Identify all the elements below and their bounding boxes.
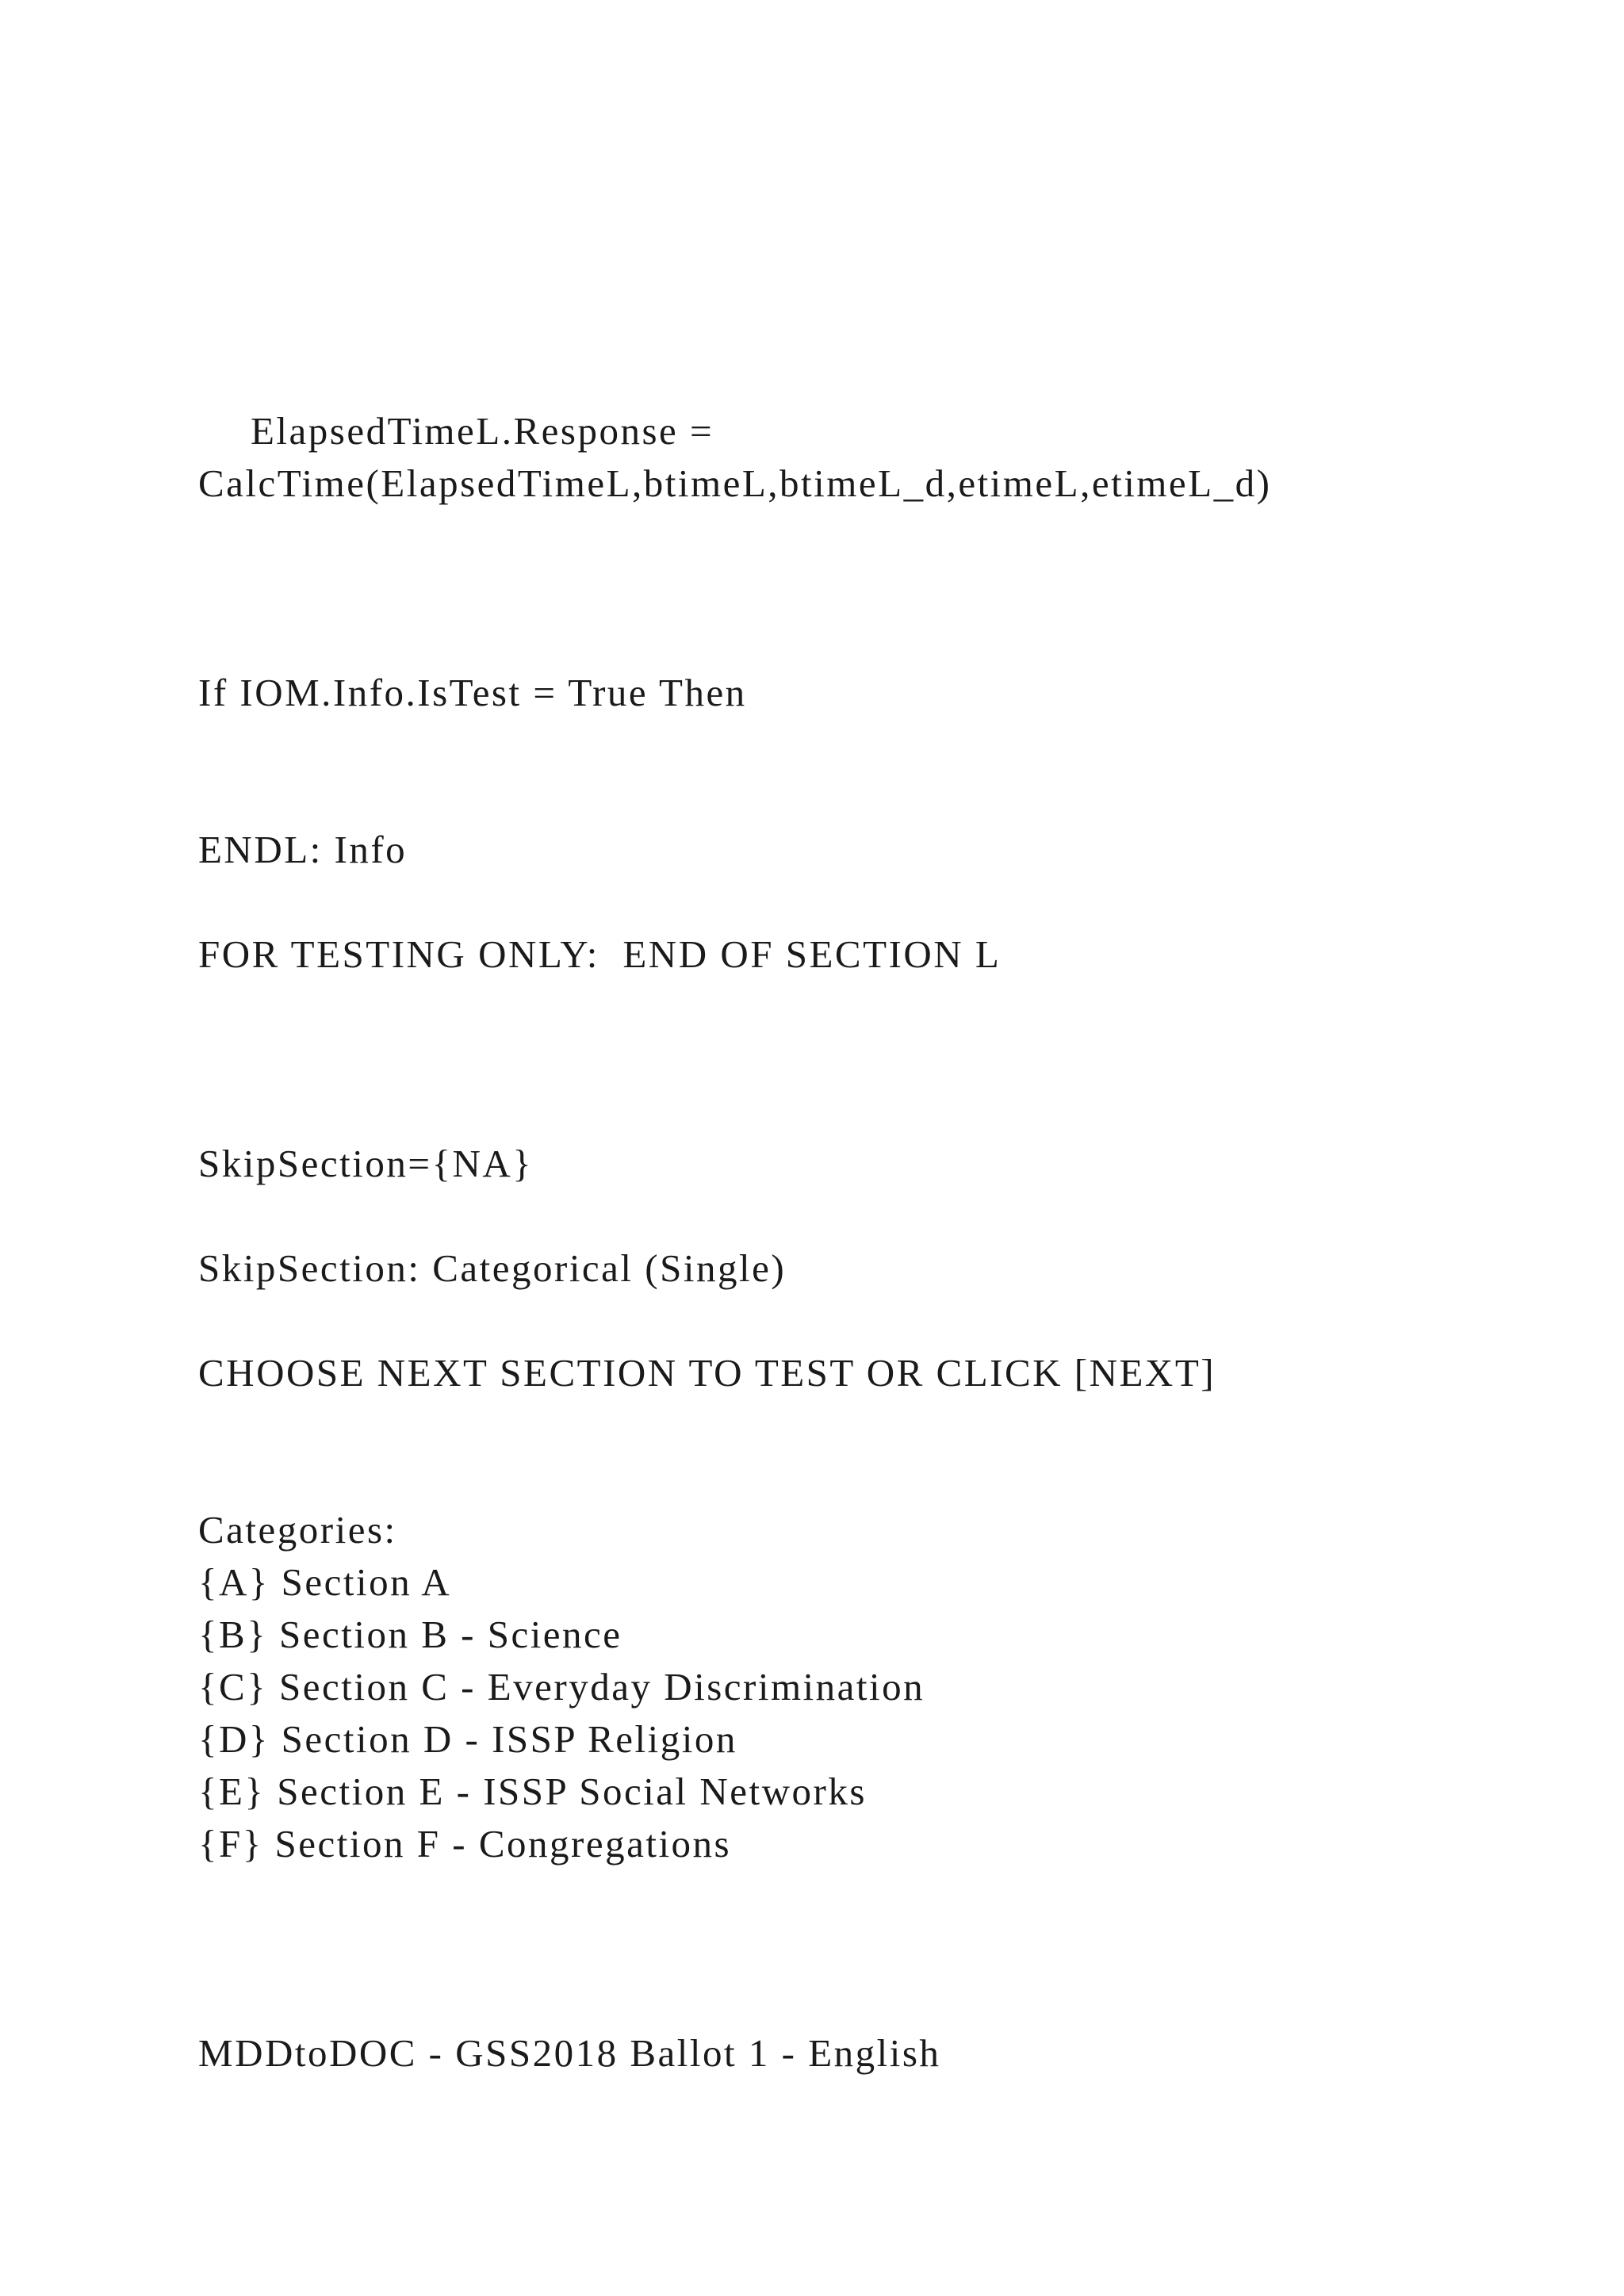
endl-text: FOR TESTING ONLY: END OF SECTION L (198, 932, 1002, 976)
category-item-c: {C} Section C - Everyday Discrimination (198, 1665, 925, 1709)
endl-label: ENDL: Info (198, 828, 408, 871)
category-item-f: {F} Section F - Congregations (198, 1822, 732, 1866)
category-item-e: {E} Section E - ISSP Social Networks (198, 1770, 867, 1813)
category-item-d: {D} Section D - ISSP Religion (198, 1717, 737, 1761)
code-line-if: If IOM.Info.IsTest = True Then (198, 671, 747, 714)
skip-section-prompt: CHOOSE NEXT SECTION TO TEST OR CLICK [NEXT] (198, 1351, 1216, 1395)
skip-section-assignment: SkipSection={NA} (198, 1142, 534, 1185)
code-line-response: ElapsedTimeL.Response = (251, 409, 714, 453)
code-line-calctime: CalcTime(ElapsedTimeL,btimeL,btimeL_d,etimeL,etimeL_d) (198, 461, 1272, 505)
skip-section-definition: SkipSection: Categorical (Single) (198, 1246, 787, 1290)
category-item-b: {B} Section B - Science (198, 1613, 622, 1656)
document-footer: MDDtoDOC - GSS2018 Ballot 1 - English (198, 2031, 941, 2075)
category-item-a: {A} Section A (198, 1560, 452, 1604)
categories-heading: Categories: (198, 1508, 397, 1552)
